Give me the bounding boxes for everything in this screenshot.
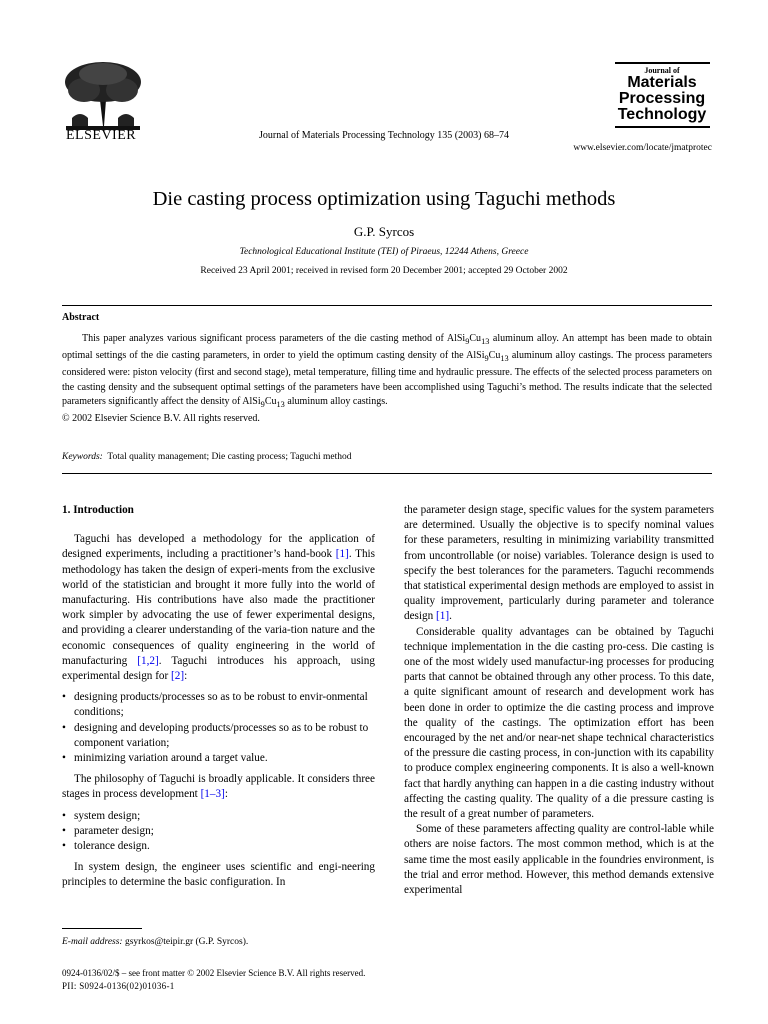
list-item: • tolerance design. — [62, 839, 375, 854]
list-item: • designing and developing products/processes so as to be robust to component variation; — [62, 721, 375, 751]
citation-link[interactable]: [1,2] — [137, 654, 159, 667]
keywords — [62, 452, 352, 462]
brand-line-3: Technology — [617, 106, 707, 123]
brand-line-2: Processing — [618, 90, 706, 107]
author-email — [62, 937, 248, 947]
body-paragraph-2: Considerable quality advantages can be obtained by Taguchi technique implementation in the die casting pro-cess. Die casting is one of the most widely used manufactur-ing processes for producing parts that cannot be obtained through any other process. To this date, a quite significant amount of research and development work has been done in order to optimize the die casting process and improve the quality of the castings. The optimization effort has been encouraged by the net and/or near-net shape technical characteristics of the pressure die casting process, in con-junction with its capability to produce complex engineering components. It is also a well-known fact that hardly anything can happen in a die casting industry without affecting the casting quality. The quality of a die pressure casting is the result of a great number of parameters. — [404, 625, 714, 821]
design-stages-list — [62, 809, 375, 855]
elsevier-tree-logo-icon — [62, 60, 144, 130]
intro-paragraph-2: The philosophy of Taguchi is broadly applicable. It considers three stages in process development [1–3]: — [62, 773, 375, 801]
publisher-name: ELSEVIER — [66, 128, 137, 143]
taguchi-goals-list — [62, 690, 375, 766]
article-author: G.P. Syrcos — [353, 224, 415, 239]
left-column — [62, 503, 375, 891]
citation-link[interactable]: [1] — [436, 610, 450, 623]
intro-paragraph-1: Taguchi has developed a methodology for the application of designed experiments, including a practitioner’s hand-book [1]. This methodology has taken the design of experi-ments from the exclusive world of the statistician and brought it more fully into the world of manufacturing. His contributions have also made the practitioner work simpler by advocating the use of fewer experimental designs, and providing a clearer understanding of the varia-tion nature and the economic consequences of quality engineering in the world of manufacturing [1,2]. Taguchi introduces his approach, using experimental design for [2]: — [62, 533, 375, 683]
email-text: gsyrkos@teipir.gr (G.P. Syrcos). — [122, 937, 249, 947]
abstract-heading: Abstract — [62, 312, 100, 323]
citation-link[interactable]: [2] — [171, 670, 185, 683]
keywords-label: Keywords: — [62, 452, 103, 462]
journal-url[interactable]: www.elsevier.com/locate/jmatprotec — [573, 143, 712, 153]
intro-paragraph-3: In system design, the engineer uses scientific and engi-neering principles to determine the basic configuration. In — [62, 861, 375, 889]
brand-line-1: Materials — [627, 74, 697, 91]
email-label: E-mail address: — [62, 937, 123, 947]
abstract-body — [62, 332, 712, 426]
list-item: • system design; — [62, 809, 375, 824]
list-item: • parameter design; — [62, 824, 375, 839]
abstract-bottom-rule — [62, 473, 712, 474]
list-item: • minimizing variation around a target value. — [62, 751, 375, 766]
brand-journal-of: Journal of — [644, 66, 680, 75]
list-item: • designing products/processes so as to be robust to envir-onmental conditions; — [62, 690, 375, 720]
right-column — [404, 503, 714, 898]
front-matter-line: 0924-0136/02/$ – see front matter © 2002 Elsevier Science B.V. All rights reserved. — [62, 968, 366, 978]
abstract-text: This paper analyzes various significant process parameters of the die casting method of $AlSi_9Cu_{13}$ aluminum alloy. An attempt has been made to obtain optimal settings of the die casting parameters, in order to yield the optimum casting density of the $AlSi_9Cu_{13}$ aluminum alloy castings. The process parameters considered were: piston velocity (first and second stage), metal temperature, filling time and hydraulic pressure. The effects of the selected process parameters on the casting density and the subsequent optimal settings of the parameters have been accomplished using Taguchi’s method. The results indicate that the selected parameters significantly affect the density of $AlSi_9Cu_{13}$ aluminum alloy castings. — [62, 333, 713, 409]
section-heading-introduction: 1. Introduction — [62, 504, 134, 516]
received-dates: Received 23 April 2001; received in revised form 20 December 2001; accepted 29 October 2002 — [200, 266, 568, 276]
body-paragraph-1: the parameter design stage, specific values for the system parameters are determined. Usually the objective is to specify nominal values for these parameters, resulting in minimizing variability transmitted from uncontrollable (or noise) variables. Tolerance design is used to specify the best tolerances for the parameters. Taguchi recommends that statistical experimental design methods are employed to assist in quality improvement, particularly during parameter and tolerance design [1]. — [404, 504, 714, 623]
article-title: Die casting process optimization using Taguchi methods — [152, 188, 616, 210]
journal-citation: Journal of Materials Processing Technology 135 (2003) 68–74 — [259, 130, 509, 141]
abstract-copyright: © 2002 Elsevier Science B.V. All rights reserved. — [62, 413, 260, 425]
footnote-rule — [62, 928, 142, 929]
journal-brand — [612, 62, 712, 128]
pii-line: PII: S0924-0136(02)01036-1 — [62, 981, 175, 991]
citation-link[interactable]: [1–3] — [200, 788, 225, 801]
author-affiliation: Technological Educational Institute (TEI) of Piraeus, 12244 Athens, Greece — [239, 247, 529, 257]
abstract-top-rule — [62, 305, 712, 306]
citation-link[interactable]: [1] — [335, 548, 349, 561]
body-paragraph-3: Some of these parameters affecting quality are control-lable while others are noise factors. The most common method, which is at the same time the most easily applicable in the foundries environment, is the trial and error method. However, this method demands extensive experimental — [404, 823, 714, 897]
keywords-text: Total quality management; Die casting process; Taguchi method — [107, 452, 352, 462]
